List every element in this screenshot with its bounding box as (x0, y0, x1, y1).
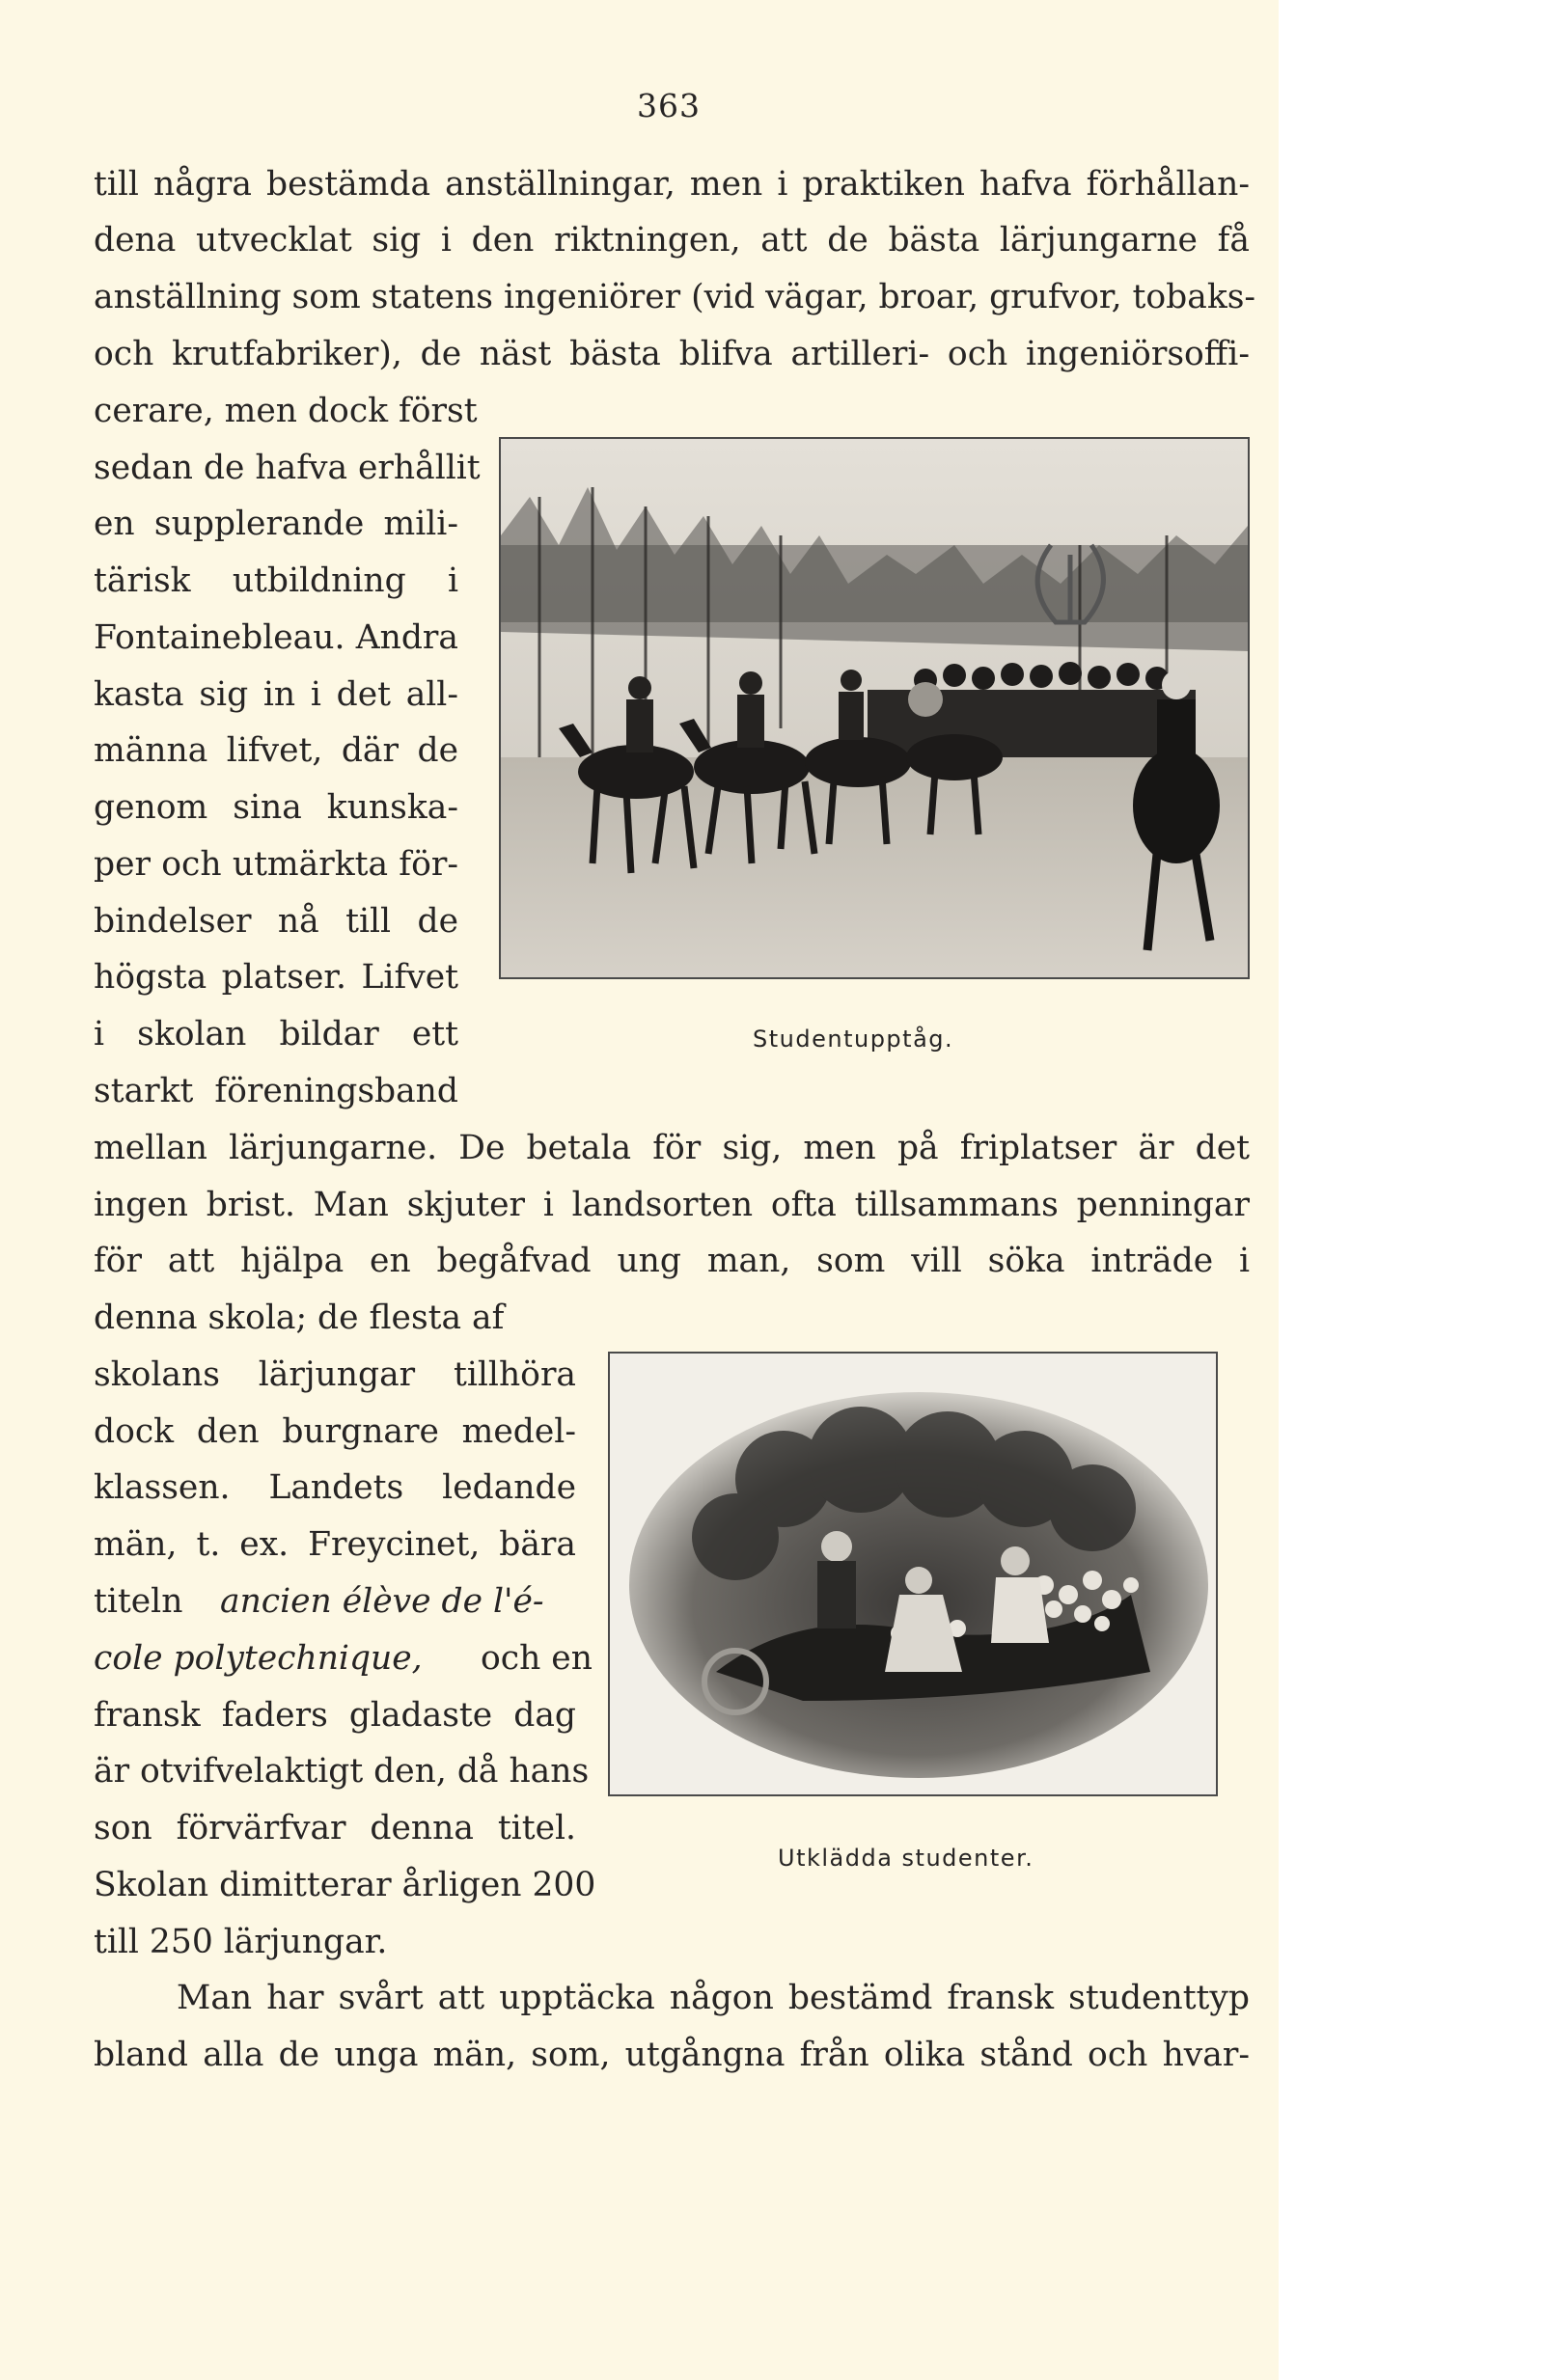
text-line: son förvärfvar denna titel. (94, 1809, 576, 1847)
text-line: dena utvecklat sig i den riktningen, att de bästa lärjungarne få (94, 221, 1250, 260)
text-line: för att hjälpa en begåfvad ung man, som vill söka inträde i (94, 1242, 1250, 1280)
text-line: ingen brist. Man skjuter i landsorten ofta tillsammans penningar (94, 1186, 1250, 1224)
text-line: starkt föreningsband (94, 1072, 458, 1110)
text-line: dock den burgnare medel- (94, 1412, 576, 1451)
text-line: är otvifvelaktigt den, då hans (94, 1752, 590, 1791)
text-line: högsta platser. Lifvet (94, 958, 458, 997)
text-line: denna skola; de flesta af (94, 1299, 505, 1337)
text-line: tärisk utbildning i (94, 561, 458, 600)
text-line: Man har svårt att upptäcka någon bestämd fransk studenttyp (177, 1979, 1250, 2017)
text-line: bindelser nå till de (94, 902, 458, 941)
text-line: till några bestämda anställningar, men i praktiken hafva förhållan- (94, 165, 1250, 204)
text-line: männa lifvet, där de (94, 731, 458, 770)
text-line: titeln (94, 1582, 183, 1621)
parade-illustration (501, 439, 1248, 977)
text-line: Skolan dimitterar årligen 200 (94, 1866, 596, 1904)
text-line: i skolan bildar ett (94, 1015, 458, 1053)
costume-illustration (610, 1354, 1216, 1794)
photo-costumed-students (608, 1352, 1218, 1796)
text-line: och krutfabriker), de näst bästa blifva artilleri- och ingeniörsoffi- (94, 335, 1250, 373)
text-line: till 250 lärjungar. (94, 1923, 388, 1961)
italic-term: cole polytechnique, (94, 1639, 423, 1678)
page-number: 363 (637, 87, 701, 124)
figure-caption: Utklädda studenter. (778, 1845, 1034, 1872)
text-line: genom sina kunska- (94, 788, 458, 827)
italic-term: ancien élève de l'é- (220, 1582, 544, 1621)
text-line: bland alla de unga män, som, utgångna från olika stånd och hvar- (94, 2036, 1250, 2074)
text-line: Fontainebleau. Andra (94, 618, 458, 657)
text-line: anställning som statens ingeniörer (vid vägar, broar, grufvor, tobaks- (94, 278, 1256, 316)
photo-student-parade (499, 437, 1250, 979)
text-line: klassen. Landets ledande (94, 1468, 576, 1507)
text-line: mellan lärjungarne. De betala för sig, men på friplatser är det (94, 1129, 1250, 1167)
text-line: kasta sig in i det all- (94, 675, 458, 714)
page-margin (1279, 0, 1544, 2380)
text-line: män, t. ex. Freycinet, bära (94, 1525, 576, 1564)
figure-caption: Studentupptåg. (753, 1026, 954, 1053)
text-line: en supplerande mili- (94, 505, 458, 543)
text-line: och en (481, 1639, 593, 1678)
text-line: cerare, men dock först (94, 392, 478, 430)
text-line: sedan de hafva erhållit (94, 449, 481, 487)
text-line: fransk faders gladaste dag (94, 1696, 576, 1735)
text-line: skolans lärjungar tillhöra (94, 1355, 576, 1394)
text-line: per och utmärkta för- (94, 845, 458, 884)
